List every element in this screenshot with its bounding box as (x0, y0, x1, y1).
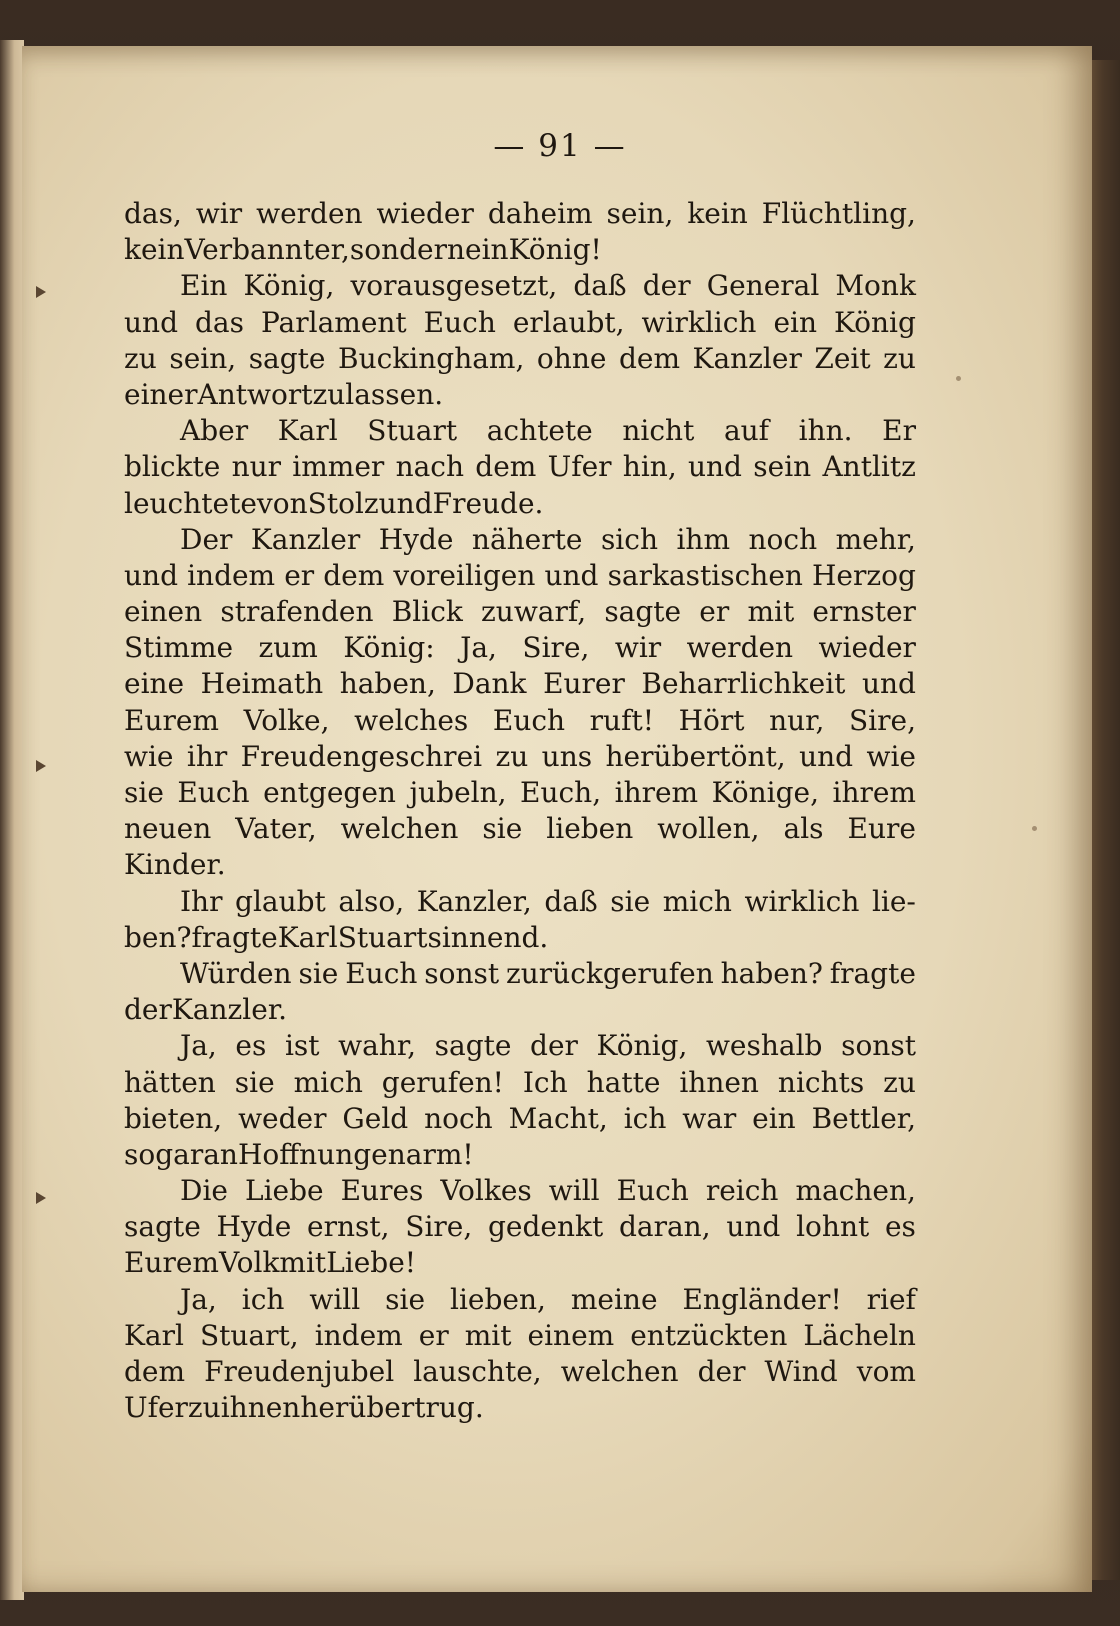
text-line: ben? fragte Karl Stuart sinnend. (124, 920, 549, 954)
text-line: eine Heimath haben, Dank Eurer Beharrlichkeit und (124, 667, 916, 701)
text-line: sogar an Hoffnungen arm! (124, 1137, 474, 1171)
page-edge-left (0, 40, 24, 1600)
text-line: Ein König, vorausgesetzt, daß der General Monk (180, 269, 916, 303)
text-line: zu sein, sagte Buckingham, ohne dem Kanzler Zeit zu (124, 341, 916, 375)
page-number: — 91 — (493, 128, 627, 164)
text-line: einer Antwort zu lassen. (124, 377, 444, 411)
text-line: das, wir werden wieder daheim sein, kein Flüchtling, (124, 197, 916, 230)
text-line: Eurem Volk mit Liebe! (124, 1246, 417, 1280)
text-line: Karl Stuart, indem er mit einem entzückten Lächeln (124, 1318, 916, 1352)
text-line: und indem er dem voreiligen und sarkastischen Herzog (124, 558, 916, 592)
margin-mark (36, 1192, 46, 1204)
text-line: sagte Hyde ernst, Sire, gedenkt daran, und lohnt es (124, 1210, 916, 1244)
text-line: Aber Karl Stuart achtete nicht auf ihn. Er (180, 414, 916, 448)
text-line: und das Parlament Euch erlaubt, wirklich ein König (124, 305, 916, 339)
text-line: kein Verbannter, sondern ein König! (124, 233, 602, 267)
text-line: Würden sie Euch sonst zurückgerufen haben? fragte (180, 956, 916, 990)
text-line: Stimme zum König: Ja, Sire, wir werden wieder (124, 631, 916, 665)
paper-fleck (1032, 826, 1037, 831)
text-line: Ihr glaubt also, Kanzler, daß sie mich wirklich lie- (180, 884, 916, 918)
text-line: neuen Vater, welchen sie lieben wollen, als Eure (124, 812, 916, 846)
text-line: Ufer zu ihnen herüber trug. (124, 1391, 484, 1425)
text-line: Kinder. (124, 848, 226, 882)
text-line: Die Liebe Eures Volkes will Euch reich machen, (180, 1174, 916, 1208)
margin-mark (36, 286, 46, 298)
paper-fleck (956, 376, 961, 381)
text-line: der Kanzler. (124, 993, 288, 1027)
text-line: Der Kanzler Hyde näherte sich ihm noch mehr, (180, 522, 916, 556)
text-line: bieten, weder Geld noch Macht, ich war ein Bettler, (124, 1101, 916, 1135)
text-line: einen strafenden Blick zuwarf, sagte er mit ernster (124, 595, 916, 629)
body-text (124, 196, 916, 1426)
text-line: Ja, ich will sie lieben, meine Engländer! rief (180, 1282, 916, 1316)
text-line: dem Freudenjubel lauschte, welchen der Wind vom (124, 1355, 916, 1388)
margin-mark (36, 760, 46, 772)
text-line: leuchtete von Stolz und Freude. (124, 486, 544, 520)
text-line: hätten sie mich gerufen! Ich hatte ihnen nichts zu (124, 1065, 916, 1099)
text-line: blickte nur immer nach dem Ufer hin, und sein Antlitz (124, 450, 916, 484)
text-line: Ja, es ist wahr, sagte der König, weshalb sonst (180, 1029, 916, 1063)
text-line: Eurem Volke, welches Euch ruft! Hört nur, Sire, (124, 703, 916, 737)
text-line: sie Euch entgegen jubeln, Euch, ihrem Könige, ihrem (124, 776, 916, 809)
text-line: wie ihr Freudengeschrei zu uns herübertönt, und wie (124, 739, 916, 773)
